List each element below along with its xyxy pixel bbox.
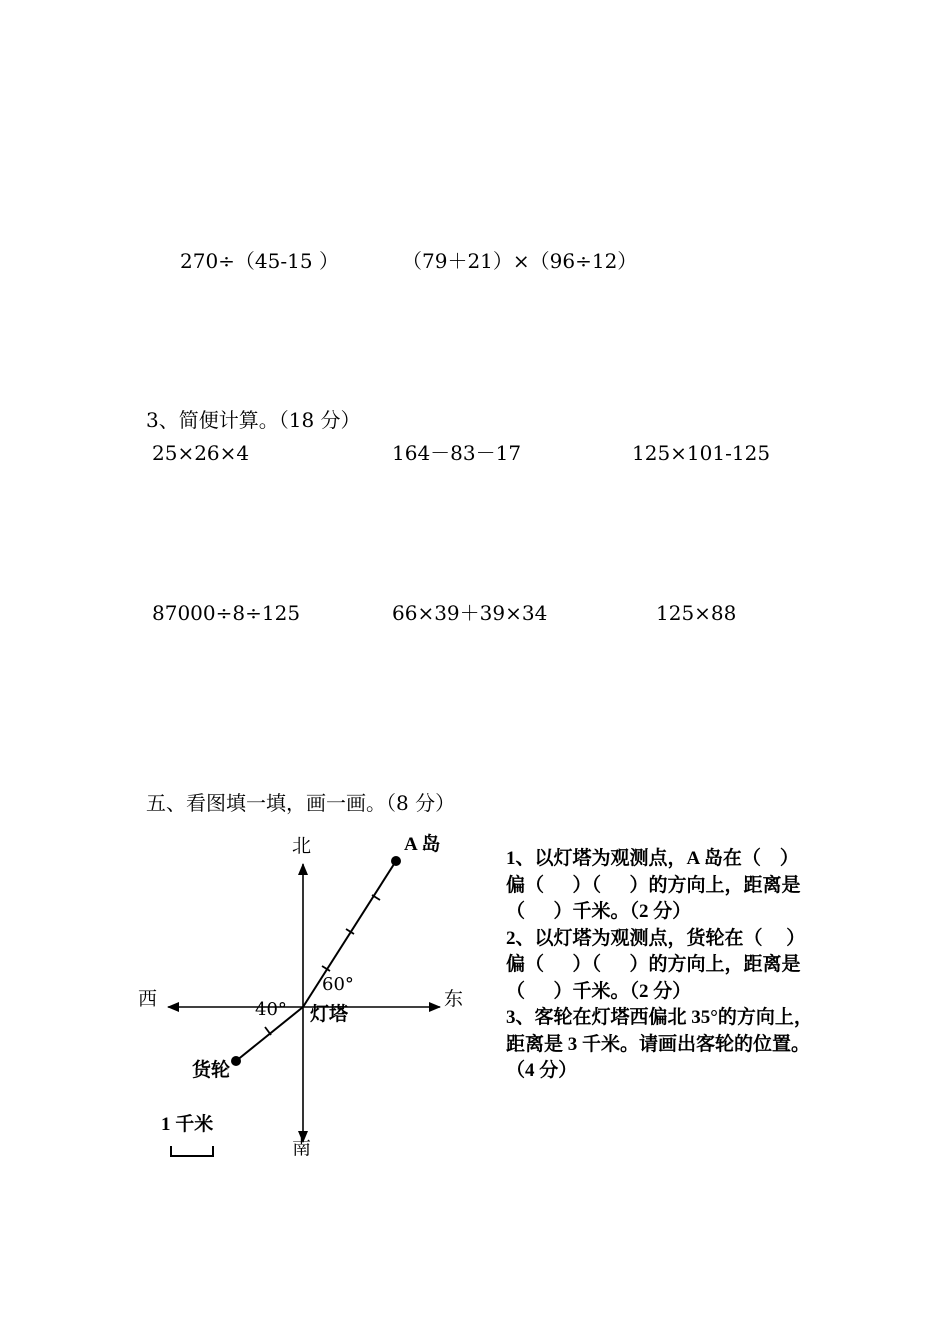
question-line: （4 分）: [506, 1060, 578, 1081]
freighter-tick: [265, 1027, 271, 1035]
section-5-heading: 五、看图填一填，画一画。（8 分）: [146, 791, 456, 815]
island-point: [391, 856, 401, 866]
west-label: 西: [138, 988, 158, 1010]
freighter-point: [231, 1056, 241, 1066]
expression-1: 270÷（45-15 ）: [180, 249, 339, 273]
question-line: 2、以灯塔为观测点，货轮在（ ）: [506, 927, 806, 949]
lighthouse-label: 灯塔: [310, 1004, 349, 1025]
east-label: 东: [444, 988, 464, 1010]
freighter-label: 货轮: [192, 1060, 231, 1081]
question-line: 1、以灯塔为观测点，A 岛在（ ）: [506, 848, 799, 869]
scale-bar: [171, 1146, 213, 1156]
question-line: （ ）千米。（2 分）: [506, 901, 692, 922]
calc-2: 164－83－17: [392, 441, 522, 465]
question-line: 距离是 3 千米。请画出客轮的位置。: [506, 1033, 811, 1055]
island-label: A 岛: [404, 834, 441, 855]
question-block: [506, 846, 906, 1085]
south-label: 南: [292, 1137, 312, 1159]
calc-4: 87000÷8÷125: [152, 601, 301, 625]
angle-40-label: 40°: [255, 999, 287, 1020]
question-line: 偏（ ）（ ）的方向上，距离是: [506, 954, 801, 975]
question-line: 3、客轮在灯塔西偏北 35°的方向上，: [506, 1007, 813, 1028]
scale-label: 1 千米: [161, 1114, 214, 1135]
calc-6: 125×88: [656, 601, 737, 625]
question-line: （ ）千米。（2 分）: [506, 980, 692, 1002]
calc-1: 25×26×4: [152, 441, 250, 465]
expression-2: （79＋21）×（96÷12）: [402, 249, 638, 273]
calc-5: 66×39＋39×34: [392, 601, 548, 625]
question-line: 偏（ ）（ ）的方向上，距离是: [506, 874, 801, 896]
section-3-heading: 3、简便计算。（18 分）: [146, 408, 361, 432]
north-label: 北: [292, 835, 312, 857]
calc-3: 125×101-125: [632, 441, 771, 465]
angle-60-label: 60°: [322, 974, 354, 995]
